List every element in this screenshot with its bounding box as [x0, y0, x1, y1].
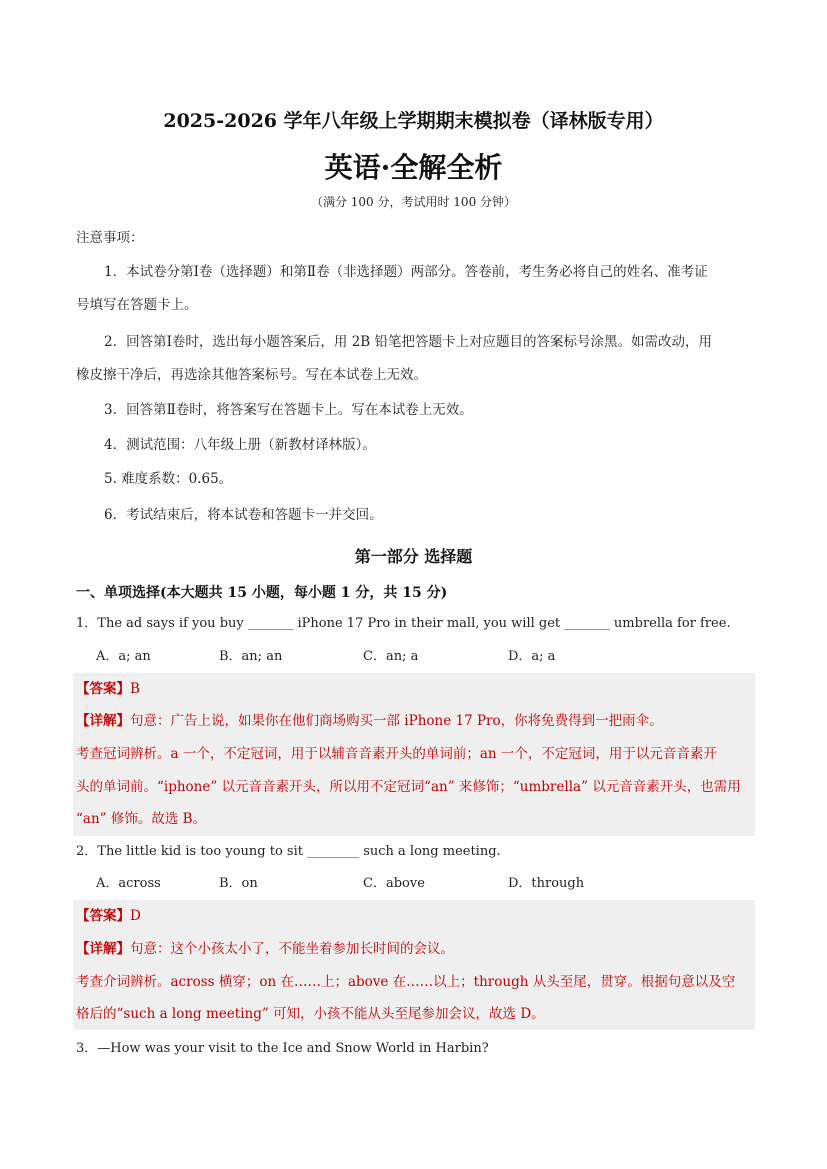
notice-line: 3．回答第Ⅱ卷时，将答案写在答题卡上。写在本试卷上无效。: [104, 402, 473, 418]
option-c: C．above: [363, 876, 425, 891]
analysis-tag: 【详解】: [76, 713, 130, 729]
answer-box: [73, 900, 755, 1030]
analysis-line: 头的单词前。“iphone” 以元音音素开头，所以用不定冠词“an” 来修饰；“umbrella” 以元音音素开头，也需用: [76, 779, 741, 795]
analysis-line: [76, 940, 454, 958]
option-c: C．an; a: [363, 649, 419, 664]
analysis-tag: 【详解】: [76, 941, 130, 957]
answer-value: D: [130, 908, 141, 924]
question-stem: 2．The little kid is too young to sit ________ such a long meeting.: [76, 844, 501, 859]
exam-subject-title: 英语·全解全析: [324, 151, 503, 184]
part-title: 一、单项选择(本大题共 15 小题，每小题 1 分，共 15 分): [76, 585, 448, 601]
notice-heading: 注意事项：: [76, 230, 144, 246]
analysis-text: 句意：这个小孩太小了，不能坐着参加长时间的会议。: [130, 941, 454, 957]
analysis-line: 考查冠词辨析。a 一个，不定冠词，用于以辅音音素开头的单词前；an 一个，不定冠词，用于以元音音素开: [76, 746, 717, 762]
analysis-line: 考查介词辨析。across 横穿；on 在……上；above 在……以上；through 从头至尾，贯穿。根据句意以及空: [76, 974, 736, 990]
option-d: D．a; a: [508, 649, 556, 664]
option-a: A．a; an: [96, 649, 151, 664]
notice-line: 4．测试范围：八年级上册（新教材译林版）。: [104, 437, 376, 453]
answer-value: B: [130, 681, 140, 697]
answer-tag: 【答案】: [76, 681, 130, 697]
exam-subtitle: （满分 100 分，考试用时 100 分钟）: [310, 195, 517, 209]
analysis-line: 格后的“such a long meeting” 可知，小孩不能从头至尾参加会议，故选 D。: [76, 1006, 545, 1022]
option-a: A．across: [96, 876, 161, 891]
option-d: D．through: [508, 876, 585, 891]
notice-line: 1．本试卷分第Ⅰ卷（选择题）和第Ⅱ卷（非选择题）两部分。答卷前，考生务必将自己的姓名、准考证: [104, 264, 708, 280]
answer-line: [76, 907, 141, 925]
notice-line: 2．回答第Ⅰ卷时，选出每小题答案后，用 2B 铅笔把答题卡上对应题目的答案标号涂黑。如需改动，用: [104, 334, 713, 350]
question-stem: 3．—How was your visit to the Ice and Snow World in Harbin?: [76, 1041, 489, 1056]
answer-tag: 【答案】: [76, 908, 130, 924]
question-stem: 1．The ad says if you buy _______ iPhone 17 Pro in their mall, you will get _______ umbrella for free.: [76, 616, 731, 631]
notice-line: 6．考试结束后，将本试卷和答题卡一并交回。: [104, 507, 383, 523]
option-b: B．an; an: [219, 649, 283, 664]
option-b: B．on: [219, 876, 258, 891]
analysis-text: 句意：广告上说，如果你在他们商场购买一部 iPhone 17 Pro，你将免费得到一把雨伞。: [130, 713, 663, 729]
section-title: 第一部分 选择题: [354, 547, 473, 566]
answer-line: [76, 680, 140, 698]
analysis-line: [76, 712, 663, 730]
exam-title: 2025-2026 学年八年级上学期期末模拟卷（译林版专用）: [163, 110, 664, 132]
notice-line: 5. 难度系数：0.65。: [104, 471, 233, 487]
answer-box: [73, 673, 755, 836]
notice-line: 橡皮擦干净后，再选涂其他答案标号。写在本试卷上无效。: [76, 367, 427, 383]
analysis-line: “an” 修饰。故选 B。: [76, 811, 207, 827]
notice-line: 号填写在答题卡上。: [76, 297, 198, 313]
